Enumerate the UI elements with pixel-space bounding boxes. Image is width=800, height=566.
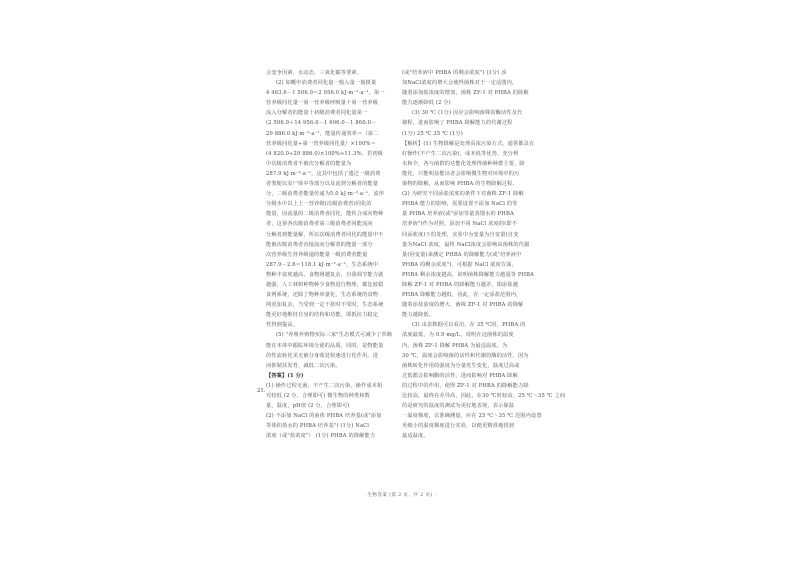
left-column-line: 【答案】(1 分) [266, 372, 304, 379]
right-column-line: PHBA 剩余浓度越高，说明菌株降解能力越弱等 PHBA [402, 271, 535, 278]
right-column-line: PHBA 的剩余浓度")，可根据 NaCl 浓度方面， [402, 261, 517, 268]
left-column-line: 中次级消费者不被次分解者的能量为 [266, 160, 352, 167]
right-column-line: 浓度最低，为 0.9 mg/L，说明在这菌株的温度 [402, 332, 514, 339]
right-column-line: 同添盐度)下的处理，实验中为变量为自变量(自变 [402, 231, 519, 238]
left-column-line: 对较低 (2 分，合理即可) 微生物的种类和数 [266, 393, 370, 399]
left-column-line: 者粪便以及尸体中等部分以及流到分解者的能量 [266, 181, 379, 188]
right-column-line: 谢程，进而影响了 PHBA 降解能力的代谢过程 [402, 120, 513, 127]
right-column-line: 量为NaCl 浓度，最终 NaCl浓度会影响由菌株的代谢 [402, 241, 530, 248]
right-column-line: 能力逐渐降低 (2 分) [402, 100, 451, 107]
right-column-line: 能化，只能明显能证者会影响微生物对环境中的污 [402, 170, 520, 177]
left-column-line: 分解者到能量解，所以次级消费者同化的能量中不 [266, 231, 384, 238]
right-column-line: 降解 ZF-1 对 PHBA 的降解能力越差，即添盐越 [402, 281, 519, 288]
right-column-line: 内，菌株 ZF-1 降解 PHBA 为最适温度，为 [402, 342, 508, 349]
left-column-line: 营养级同化量一第一营养级呼吸量十第一营养级 [266, 100, 379, 107]
left-column-line: 者，这第各次级消费者第三级消费者同能流向 [266, 221, 373, 228]
right-column-line: 染物的降解，从而影响 PHBA 的生物降解过程。 [402, 181, 518, 188]
right-column-line: 的过程中的作用，使得 ZF-1 对 PHBA 的降解能力降 [402, 382, 529, 389]
left-column-line: 29 886.0 kJ·m⁻²·a⁻¹，能量传递效率＝（第二 [266, 130, 379, 137]
left-column-line: 次营养级生营养级递的能量一级消费者能量 [266, 251, 368, 258]
right-column-line: 水和介，各与菌群的达能化处理得菌种种群主要，降 [402, 160, 525, 167]
right-column-line: 加NaCl浓度的增大会使得菌株对于一定适图内， [402, 80, 518, 87]
right-column-line: PHBA 能力的影响，需要设置不添加 NaCl 的等 [402, 201, 518, 208]
right-column-line: (1分) 25 ℃ 35 ℃ (1分) [402, 130, 463, 137]
right-column-line: 一温度梯度，以准确测量，应在 25 ℃～35 ℃ 范围内设置 [402, 413, 542, 420]
right-column-line: 随着添加盐浓度的增加，菌株 ZF-1 对 PHBA 的降解 [402, 90, 529, 97]
left-column-line: 分级水中以上上一营养级(次级消费者)同化的 [266, 201, 372, 208]
right-column-line: PHBA 降解能力越低，因此，在一定添盐范围内， [402, 292, 522, 299]
question-number: 21. [257, 388, 266, 394]
left-column-line: (2) 不添加 NaCl 的液体 PHBA 培养基(或"添加 [266, 413, 382, 420]
left-column-line: (2 506.0＋14 956.0－1 606.0－1 860.0－ [266, 120, 377, 127]
left-column-line: 流入分解者的能量十初级消费者同化量第一 [266, 110, 368, 117]
right-column-line: 【解析】(1) 生物降解是处理高浓污染方式，通常都具有 [402, 140, 535, 147]
right-column-line: 培养液")作为对照，添加不同 NaCl 浓度的(即不 [402, 221, 518, 228]
left-column-line: (2) 如概中消费者同化量一般入量一般摄量 [276, 80, 377, 87]
left-column-line: 能更好地维持自身的结构和功能，即抵抗力稳定 [266, 312, 379, 319]
right-column [402, 68, 566, 441]
left-column-line: (4 820.0÷29 886.0)×100%≈11.3%，若初级 [266, 150, 383, 157]
left-column-line: 而抑制其发育，减低二次污染。 [266, 362, 341, 369]
right-column-line: 最适温度。 [402, 433, 429, 440]
right-column-line: 的是研究的温度的测试为更好地表现，表示保温 [402, 403, 515, 410]
right-column-line: 随着添盐浓度的增大，菌株 ZF-1 对 PHBA 的降解 [402, 302, 524, 309]
left-column-line: 性得到提高。 [266, 322, 299, 329]
left-column-line: 浓度（或"盐浓度"） (1分) PHBA 的降解能力 [266, 433, 376, 440]
left-column-line: 量，温度，pH值 (2 分，合理即可) [266, 403, 350, 410]
right-column-line: 比较高，最终在差异高，因此，在30 ℃时较高，25 ℃～35 ℃ 之间 [402, 393, 566, 399]
left-column-line: 网更加复杂，当受到一定干扰时不受时，生态系统 [266, 302, 384, 309]
left-column-line: 的性流转化美无被分身收处快速进行化作用。进 [266, 352, 379, 359]
right-column-line: 30 ℃，温度会影响菌的活性和代谢的酶的活性，因为 [402, 352, 529, 359]
left-column-line: 会变争因素，水动态，三氧化碳等要素。 [266, 70, 363, 76]
right-column-line: 菌株转化作用的强度为分量发生变化，温度过高或 [402, 362, 520, 369]
left-column-line: 能在本体中跟踪环境分泌的品质，同时，是物能量 [266, 342, 384, 349]
left-column-line: 食网系统，还除了物种单量化，生态系统的食物 [266, 292, 379, 299]
left-column-line: 营养级同化量÷第一营养级同化量）×100%＝ [266, 140, 376, 147]
left-column-line: 287.9－2.6＝118.1 kJ·m⁻²·a⁻¹，生态系统中 [266, 261, 379, 268]
right-column-line: (3) 由表数据可以看出，在 35 ℃时，PHBA 的 [412, 322, 526, 329]
right-column-line: (或"培养液中 PHBA 的剩余浓度") (1分) 添 [402, 70, 507, 76]
right-column-line: 过低都会影响酶的活性，进而影响对 PHBA 降解 [402, 372, 518, 379]
left-column-line: 287.9 kJ·m⁻²·a⁻¹，这其中包括了遗迁一级消费 [266, 170, 381, 177]
right-column-line: 量 PHBA 培养液(或"添加等量蒸馏水的 PHBA [402, 211, 514, 218]
left-column-line: 能量，因流量的二级消费者同化，能传合成向物种 [266, 211, 384, 218]
left-column-line: 4 463.6－1 506.0＝2 956.0 kJ·m⁻²·a⁻¹，第一 [266, 90, 385, 97]
left-column [266, 68, 396, 441]
left-column-line: 物种丰富度越高，食物网越复杂，自我调节能力就 [266, 271, 384, 278]
right-column-line: 好操作(不产生二次污染)，成本低等优势，充分利 [402, 150, 519, 157]
left-column-line: 能被次级消费者直接流向分解者的能量一部分 [266, 241, 373, 248]
right-column-line: 能力越降低。 [402, 312, 435, 319]
right-column-line: 量(因变量)来测定 PHBA 的降解能力(或"培养液中 [402, 251, 522, 258]
left-column-line: 分，二级消费者能量传递为5.0 kJ·m⁻²·a⁻¹，流形 [266, 191, 385, 198]
left-column-line: (5) "养殖养殖物实际三家"生态模式可减少了草锄 [276, 332, 393, 339]
right-column-line: (3) 30 ℃ (1分) 因应会影响菌株的酶活性及代 [412, 110, 523, 117]
right-column-line: (2) 为研究不同添盐浓度的条件下对菌株 ZF-1 降解 [402, 191, 524, 198]
left-column-line: 越强，人工林树种物种少食物进行物理，都比较稳 [266, 281, 384, 288]
right-column-line: 更细小的温度梯度进行实验，以便更精准地找到 [402, 423, 515, 430]
page-footer: · 生物答案 (第 2 页，共 2 页) · [363, 493, 437, 498]
left-column-line: (1) 操作过程无菌，不产生二次污染，操作成本相 [266, 382, 383, 389]
left-column-line: 等体积蒸水的 PHBA 培养基") (1分) NaCl [266, 423, 370, 430]
